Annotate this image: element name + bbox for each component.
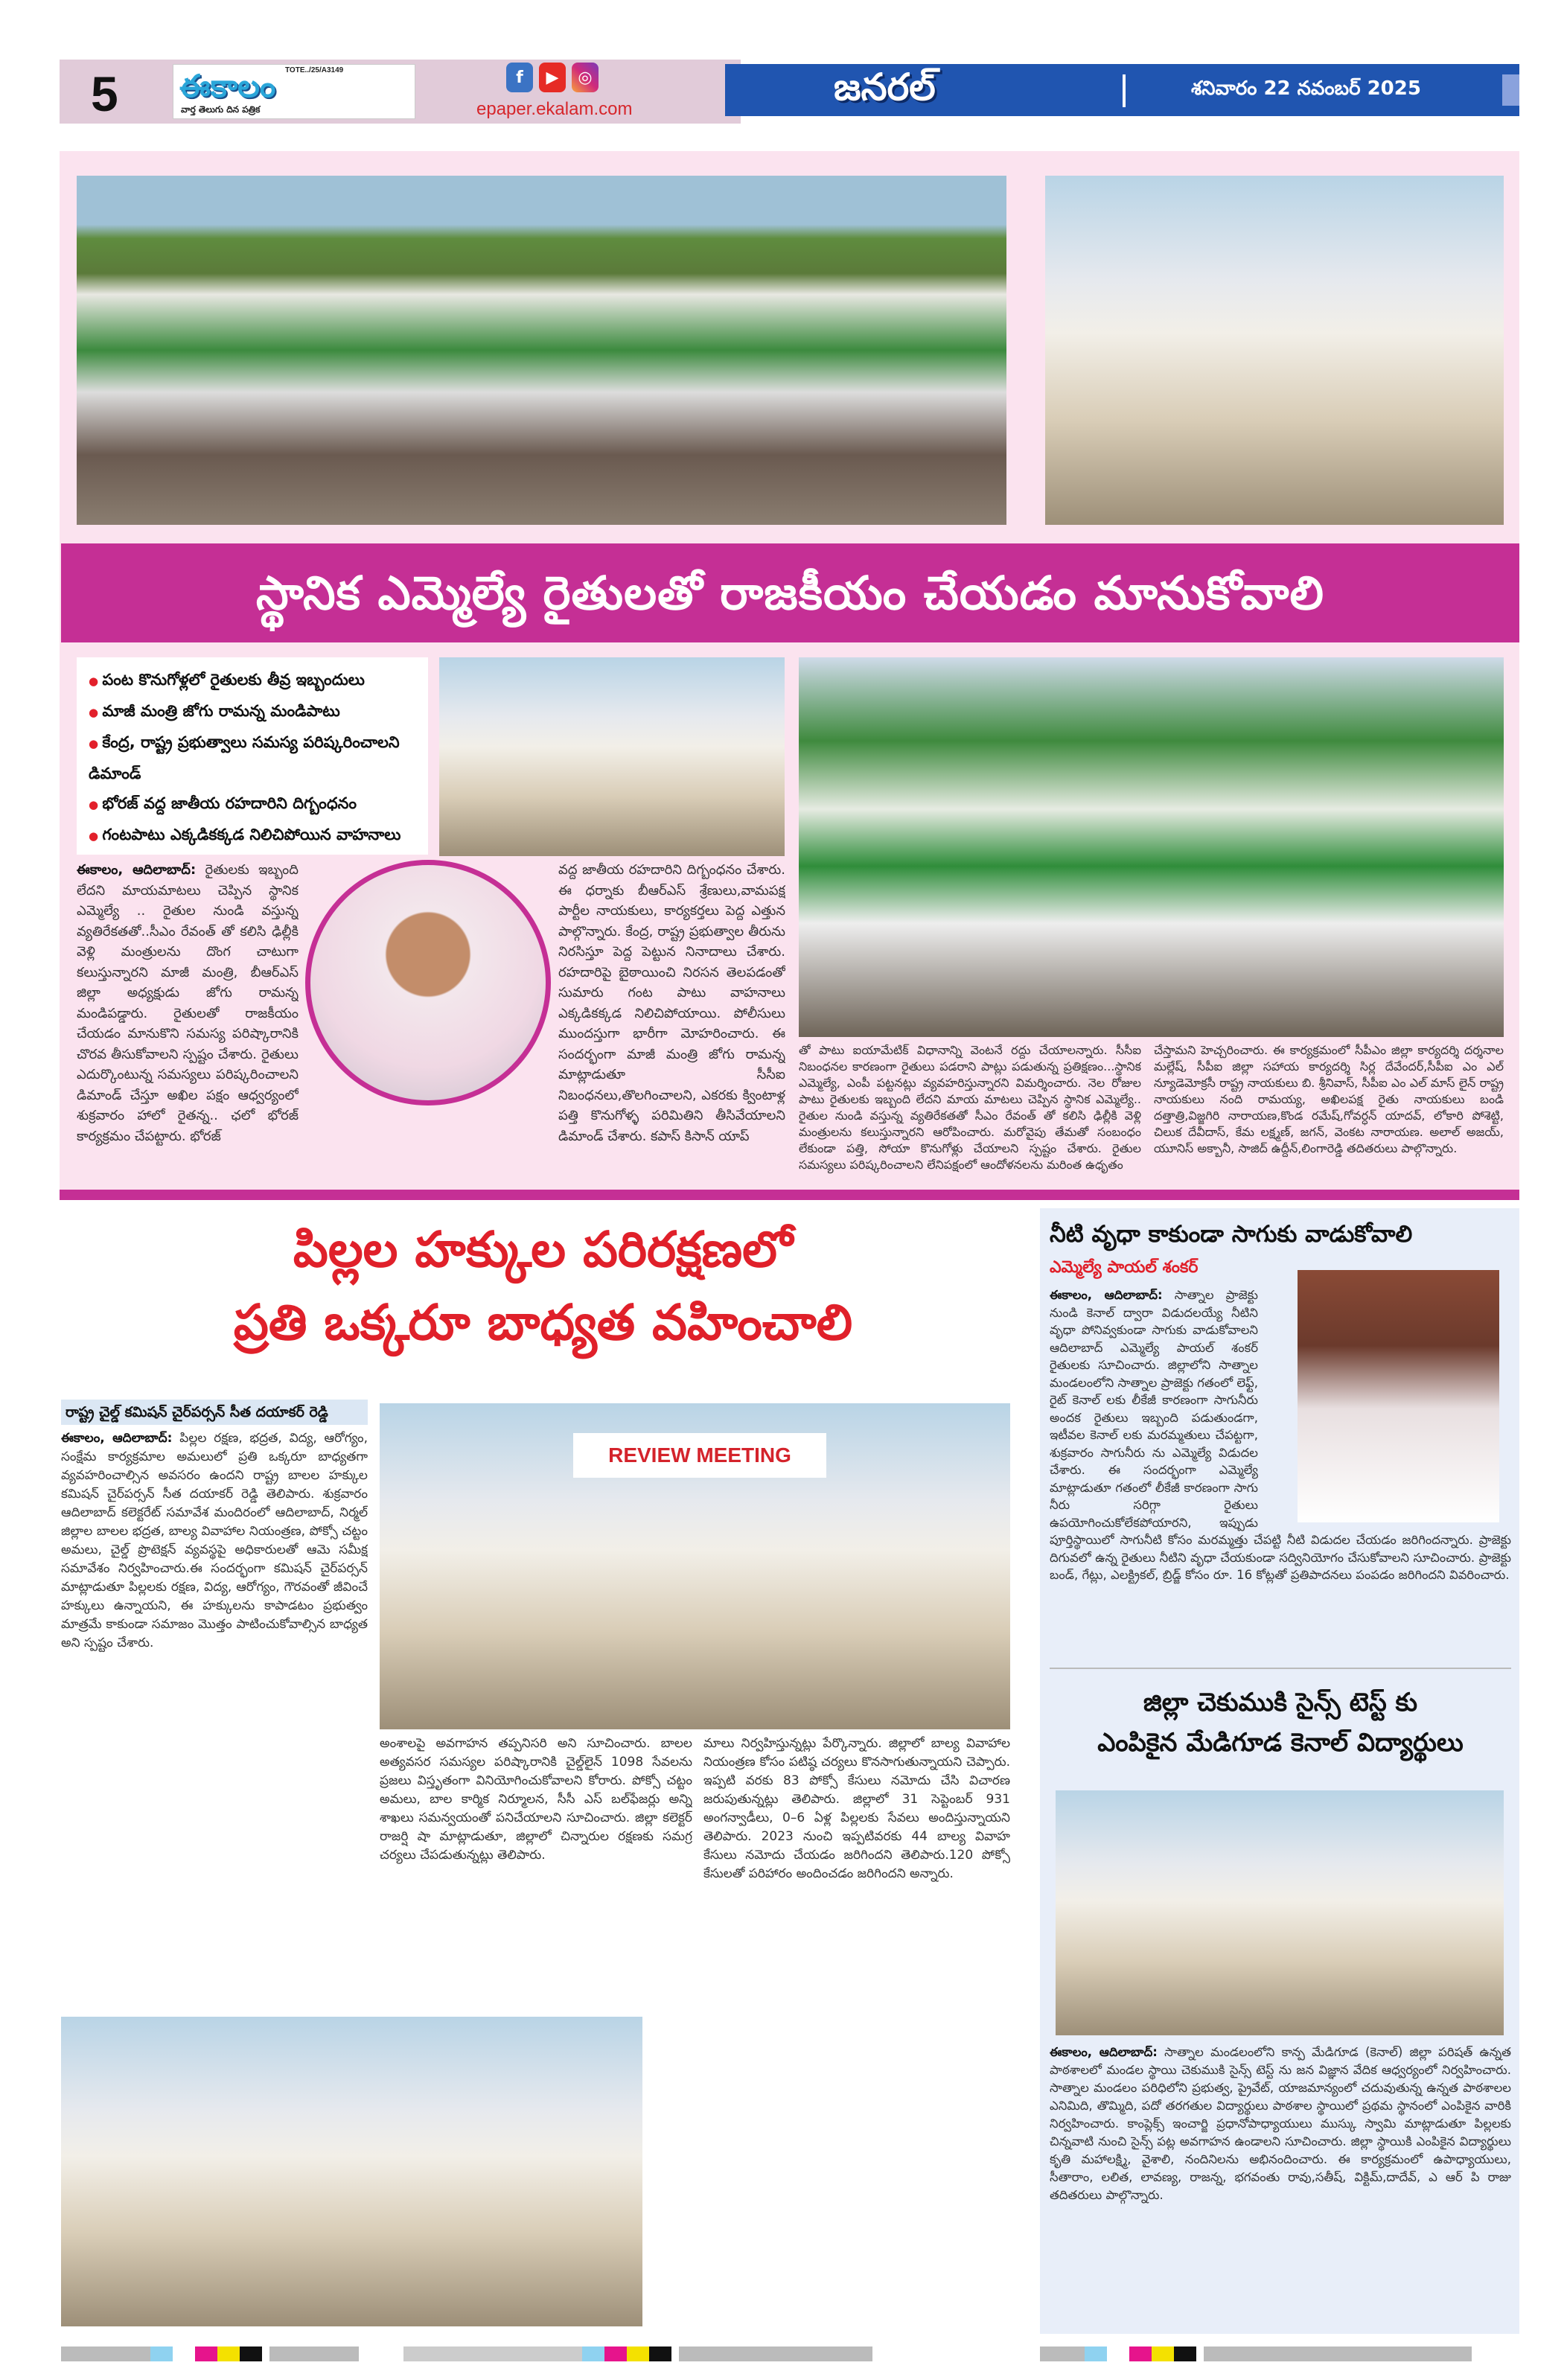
print-color-bar: [1040, 2346, 1519, 2361]
story4-headline: [1050, 1682, 1511, 1763]
dateline: ఈకాలం, ఆదిలాబాద్:: [1050, 2045, 1158, 2059]
story1-col1: [77, 860, 299, 1176]
brand-name: ఈకాలం: [179, 68, 276, 104]
story3-subheading: ఎమ్మెల్యే పాయల్ శంకర్: [1050, 1258, 1199, 1277]
dateline: ఈకాలం, ఆదిలాబాద్:: [1050, 1288, 1163, 1302]
highlight-item: ● గంటపాటు ఎక్కడికక్కడ నిలిచిపోయిన వాహనాలు: [89, 820, 416, 851]
headline-line: ఎంపికైన మేడిగూడ కెనాల్ విద్యార్థులు: [1097, 1728, 1464, 1758]
headline-line: ప్రతి ఒక్కరూ బాధ్యత వహించాలి: [233, 1294, 853, 1351]
story2-headline: [61, 1213, 1025, 1359]
story-text: తో పాటు ఐయామేటిక్ విధానాన్ని వెంటనే రద్దు చేయాలన్నారు. సీసీఐ నిబంధనల కారణంగా రైతులు పడరాని పాట్లు పడుతున్న ప్రతిక్షణం...స్థానిక ఎమ్మెల్యే, ఎంపీ పట్టనట్లు వ్యవహరిస్తున్నారని విమర్శించారు. నెల రోజుల పాటు రైతులకు ఇబ్బంది లేదని మాయ మాటలు చెప్పిన స్థానిక ఎమ్మెల్యే.. రైతుల నుండి వస్తున్న వ్యతిరేకతతో సీఎం రేవంత్ తో కలిసి ఢిల్లీకి వెళ్లి మంత్రులను కలుస్తున్నారని ఆరోపించారు. మరోవైపు తేమతో సంబంధం లేకుండా పత్తి, సోయా కొనుగోళ్లు చేయాలని స్పష్టం చేశారు. రైతుల సమస్యలు పరిష్కరించాలని లేనిపక్షంలో ఆందోళనలను మరింత ఉధృతం: [799, 1043, 1141, 1172]
story3-text: [1050, 1286, 1511, 1659]
protest-photo: [77, 176, 1006, 525]
story-text: పిల్లల రక్షణ, భద్రత, విద్య, ఆరోగ్యం, సంక్షేమ కార్యక్రమాల అమలులో ప్రతి ఒక్కరూ బాధ్యతగా వ్యవహరించాల్సిన అవసరం ఉందని రాష్ట్ర బాలల హక్కుల కమిషన్ చైర్‌పర్సన్ సీత దయాకర్ రెడ్డి తెలిపారు. శుక్రవారం ఆదిలాబాద్ కలెక్టరేట్ సమావేశ మందిరంలో ఆదిలాబాద్, నిర్మల్ జిల్లాల బాలల భద్రత, బాల్య వివాహాల నియంత్రణ, పోక్సో చట్టం అమలు, చైల్డ్ ప్రొటెక్షన్ వ్యవస్థపై అధికారులతో ఆమె సమీక్ష సమావేశం నిర్వహించారు.ఈ సందర్భంగా కమిషన్ చైర్‌పర్సన్ మాట్లాడుతూ పిల్లలకు రక్షణ, విద్య, ఆరోగ్యం, గౌరవంతో జీవించే హక్కులు ఉన్నాయని, ఈ హక్కులను కాపాడటం ప్రభుత్వం మాత్రమే కాకుండా సమాజం మొత్తం పాటించుకోవాల్సిన బాధ్యత అని స్పష్టం చేశారు.: [61, 1431, 368, 1650]
section-tab: [1502, 74, 1519, 106]
story1-headline-band: [61, 543, 1519, 642]
story1-col3: [799, 1042, 1141, 1176]
print-color-bar: [61, 2346, 1021, 2361]
highlight-item: ● పంట కొనుగోళ్లలో రైతులకు తీవ్ర ఇబ్బందులు: [89, 665, 416, 696]
dateline: ఈకాలం, ఆదిలాబాద్:: [77, 862, 197, 878]
section-divider: [60, 1190, 1519, 1200]
story-text: రైతులకు ఇబ్బంది లేదని మాయమాటలు చెప్పిన స్థానిక ఎమ్మెల్యే .. రైతుల నుండి వస్తున్న వ్యతిరేకతతో..సీఎం రేవంత్ తో కలిసి ఢిల్లీకి వెళ్లి మంత్రులను దొంగ చాటుగా కలుస్తున్నారని మాజీ మంత్రి, బీఆర్ఎస్ జిల్లా అధ్యక్షుడు జోగు రామన్న మండిపడ్డారు. రైతులతో రాజకీయం చేయడం మానుకొని సమస్య పరిష్కారానికి చొరవ తీసుకోవాలని స్పష్టం చేశారు. రైతులు ఎదుర్కొంటున్న సమస్యలు పరిష్కరించాలని డిమాండ్ చేస్తూ అఖిల పక్షం ఆధ్వర్యంలో శుక్రవారం హాలో రైతన్న.. ఛలో భోరజ్ కార్యక్రమం చేపట్టారు. భోరజ్: [77, 862, 299, 1144]
story2-col2: [380, 1735, 692, 2010]
facebook-icon[interactable]: f: [506, 63, 533, 92]
farmers-sitin-photo: [799, 657, 1504, 1037]
leader-portrait: [305, 860, 551, 1106]
highlight-item: ● మాజీ మంత్రి జోగు రామన్న మండిపాటు: [89, 696, 416, 727]
social-links: [506, 63, 599, 92]
instagram-icon[interactable]: ◎: [572, 63, 599, 92]
headline-line: జిల్లా చెకుముకి సైన్స్ టెస్ట్ కు: [1143, 1688, 1418, 1717]
story-text: వద్ద జాతీయ రహదారిని దిగ్బంధనం చేశారు. ఈ ధర్నాకు బీఆర్ఎస్ శ్రేణులు,వామపక్ష పార్టీల నాయకులు, కార్యకర్తలు పెద్ద ఎత్తున పాల్గొన్నారు. కేంద్ర, రాష్ట్ర ప్రభుత్వాల తీరును నిరసిస్తూ పెద్ద పెట్టున నినాదాలు చేశారు. రహదారిపై బైఠాయించి నిరసన తెలపడంతో సుమారు గంట పాటు వాహనాలు ఎక్కడికక్కడ నిలిచిపోయాయి. పోలీసులు ముందస్తుగా భారీగా మోహరించారు. ఈ సందర్భంగా మాజీ మంత్రి జోగు రామన్న మాట్లాడుతూ సీసీఐ నిబంధనలు,తొలగించాలని, ఎకరకు క్వింటాళ్ల పత్తి కొనుగోళ్ళ పరిమితిని తీసివేయాలని డిమాండ్ చేశారు. కపాస్ కిసాన్ యాప్: [558, 862, 785, 1144]
story-text: చేస్తామని హెచ్చరించారు. ఈ కార్యక్రమంలో సీపీఎం జిల్లా కార్యదర్శి దర్శనాల మల్లేష్, సీపీఐ జిల్లా సహాయ కార్యదర్శి సిర్ల దేవేందర్,సీపీఐ ఎం ఎల్ న్యూడెమోక్రసీ రాష్ట్ర నాయకులు బి. శ్రీనివాస్, సీపీఐ ఎం ఎల్ మాస్ లైన్ రాష్ట్ర నాయకులు నంది రామయ్య, అఖిలపక్ష రైతు నాయకులు బండి దత్తాత్రి,విజ్జగిరి నారాయణ,కొండ రమేష్,గోవర్ధన్ యాదవ్, లోకారి పోశెట్టి, చిలుక దేవీదాస్, కేమ లక్ష్మణ్, జగన్, వెంకట నారాయణ. అలాల్ అజయ్, యూనిస్ అక్బానీ, సాజిద్ ఉద్దీన్,లింగారెడ్డి తదితరులు పాల్గొన్నారు.: [1154, 1043, 1504, 1155]
highlight-item: ● భోరజ్ వద్ద జాతీయ రహదారిని దిగ్బంధనం: [89, 788, 416, 820]
students-photo: [1056, 1790, 1504, 2035]
story2-col1: [61, 1429, 368, 2010]
story-text: సాత్నాల మండలంలోని కాన్ప మేడిగూడ (కెనాల్) జిల్లా పరిషత్ ఉన్నత పాఠశాలలో మండల స్థాయి చెకుముకి సైన్స్ టెస్ట్ ను జన విజ్ఞాన వేదిక ఆధ్వర్యంలో నిర్వహించారు. సాత్నాల మండలం పరిధిలోని ప్రభుత్వ, ప్రైవేట్, యాజమాన్యంలో చదువుతున్న ఉన్నత పాఠశాలల ఎనిమిది, తొమ్మిది, పదో తరగతుల విద్యార్థులు పాఠశాల స్థాయిలో ప్రథమ స్థానంలో ఎంపికైన వారికి నిర్వహించారు. కాంప్లెక్స్ ఇంచార్జి ప్రధానోపాధ్యాయులు ముస్కు స్వామి మాట్లాడుతూ పిల్లలకు చిన్నవాటి నుంచి సైన్స్ పట్ల అవగాహన ఉండాలని సూచించారు. జిల్లా స్థాయికి ఎంపికైన విద్యార్థులు కృతి మహాలక్ష్మి, వైశాలి, నందినిలను అభినందించారు. ఈ కార్యక్రమంలో ఉపాధ్యాయులు, సీతారాం, లలిత, లావణ్య, రాజన్న, భగవంతు రావు,సతీష్, విక్టిమ్,దాదేవ్, ఎ ఆర్ పి రాజు తదితరులు పాల్గొన్నారు.: [1050, 2045, 1511, 2202]
story-separator: [1050, 1668, 1511, 1669]
registration-number: TOTE../25/A3149: [285, 66, 344, 74]
dateline: ఈకాలం, ఆదిలాబాద్:: [61, 1431, 173, 1446]
story1-col2: [558, 860, 785, 1176]
leaders-photo: [1045, 176, 1504, 525]
website-link[interactable]: epaper.ekalam.com: [476, 99, 633, 119]
review-meeting-photo: [380, 1403, 1010, 1729]
story-text: సాత్నాల ప్రాజెక్టు నుండి కెనాల్ ద్వారా విడుదలయ్యే నీటిని వృధా పోనివ్వకుండా సాగుకు వాడుకోవాలని ఆదిలాబాద్ ఎమ్మెల్యే పాయల్ శంకర్ రైతులకు సూచించారు. జిల్లాలోని సాత్నాల మండలంలోని సాత్నాల ప్రాజెక్టు గతంలో లెఫ్ట్, రైట్ కెనాల్ లకు లీకేజీ కారణంగా సాగునీరు అందక రైతులు ఇబ్బంది పడుతుండగా, ఇటీవల కెనాల్ లకు మరమ్మతులు చేపట్టగా, శుక్రవారం సాగునీరు ను ఎమ్మెల్యే విడుదల చేశారు. ఈ సందర్భంగా ఎమ్మెల్యే మాట్లాడుతూ గతంలో లీకేజీ కారణంగా సాగు నీరు సరిగ్గా రైతులు ఉపయోగించుకోలేకపోయారని, ఇప్పుడు పూర్తిస్థాయిలో సాగునీటి కోసం మరమ్మత్తు చేపట్టి నీటి విడుదల చేయడం జరిగిందన్నారు. ప్రాజెక్టు దిగువలో ఉన్న రైతులు నీటిని వృధా చేయకుండా సద్వినియోగం చేసుకోవాలని సూచించారు. ప్రాజెక్టు బండ్, గేట్లు, ఎలక్ట్రికల్, బ్రిడ్జ్ కోసం రూ. 16 కోట్లతో ప్రతిపాదనలు పంపడం జరిగిందని వివరించారు.: [1050, 1288, 1511, 1582]
youtube-icon[interactable]: ▶: [539, 63, 566, 92]
story1-col4: [1154, 1042, 1504, 1176]
page-number: 5: [91, 66, 118, 121]
issue-date: శనివారం 22 నవంబర్ 2025: [1191, 77, 1421, 100]
meeting-banner: REVIEW MEETING: [573, 1433, 826, 1478]
story3-headline: నీటి వృధా కాకుండా సాగుకు వాడుకోవాలి: [1050, 1221, 1413, 1248]
highlight-item: ● కేంద్ర, రాష్ట్ర ప్రభుత్వాలు సమస్య పరిష్కరించాలని డిమాండ్: [89, 727, 416, 788]
story-text: అంశాలపై అవగాహన తప్పనిసరి అని సూచించారు. బాలల అత్యవసర సమస్యల పరిష్కారానికి చైల్డ్‌లైన్ 1098 సేవలను ప్రజలు విస్తృతంగా వినియోగించుకోవాలని కోరారు. పోక్సో చట్టం అమలు, బాల కార్మిక నిర్మూలన, సీసీ ఎస్ బల్‌ఫేజర్లు అన్ని శాఖలు సమన్వయంతో పనిచేయాలని సూచించారు. జిల్లా కలెక్టర్ రాజర్షి షా మాట్లాడుతూ, జిల్లాలో చిన్నారుల రక్షణకు సమగ్ర చర్యలు చేపడుతున్నట్లు తెలిపారు.: [380, 1736, 692, 1863]
brand-logo[interactable]: [173, 64, 415, 119]
story4-text: [1050, 2044, 1511, 2330]
story2-subheading: రాష్ట్ర చైల్డ్ కమిషన్ చైర్‌పర్సన్ సీత దయాకర్ రెడ్డి: [61, 1400, 368, 1425]
section-title: జనరల్: [834, 66, 936, 109]
commission-event-photo: [61, 2017, 642, 2326]
story1-highlights: [77, 657, 428, 855]
story-text: మాలు నిర్వహిస్తున్నట్లు పేర్కొన్నారు. జిల్లాలో బాల్య వివాహాల నియంత్రణ కోసం పటిష్ఠ చర్యలు కొనసాగుతున్నాయని చెప్పారు. ఇప్పటి వరకు 83 పోక్సో కేసులు నమోదు చేసి విచారణ జరుపుతున్నట్లు తెలిపారు. జిల్లాలో 31 సెప్టెంబర్ 931 అంగన్వాడీలు, 0–6 ఏళ్ల పిల్లలకు సేవలు అందిస్తున్నాయని తెలిపారు. 2023 నుంచి ఇప్పటివరకు 44 బాల్య వివాహ కేసులు నమోదు చేయడం జరిగిందని తెలిపారు.120 పోక్సో కేసులతో పరిహారం అందించడం జరిగిందని అన్నారు.: [703, 1736, 1010, 1881]
divider: [1123, 74, 1126, 107]
story1-headline: స్థానిక ఎమ్మెల్యే రైతులతో రాజకీయం చేయడం మానుకోవాలి: [256, 566, 1324, 620]
headline-line: పిల్లల హక్కుల పరిరక్షణలో: [293, 1221, 794, 1278]
story2-col3: [703, 1735, 1010, 2323]
brand-tagline: వార్త తెలుగు దిన పత్రిక: [181, 104, 261, 115]
leaders-small-photo: [439, 657, 785, 856]
